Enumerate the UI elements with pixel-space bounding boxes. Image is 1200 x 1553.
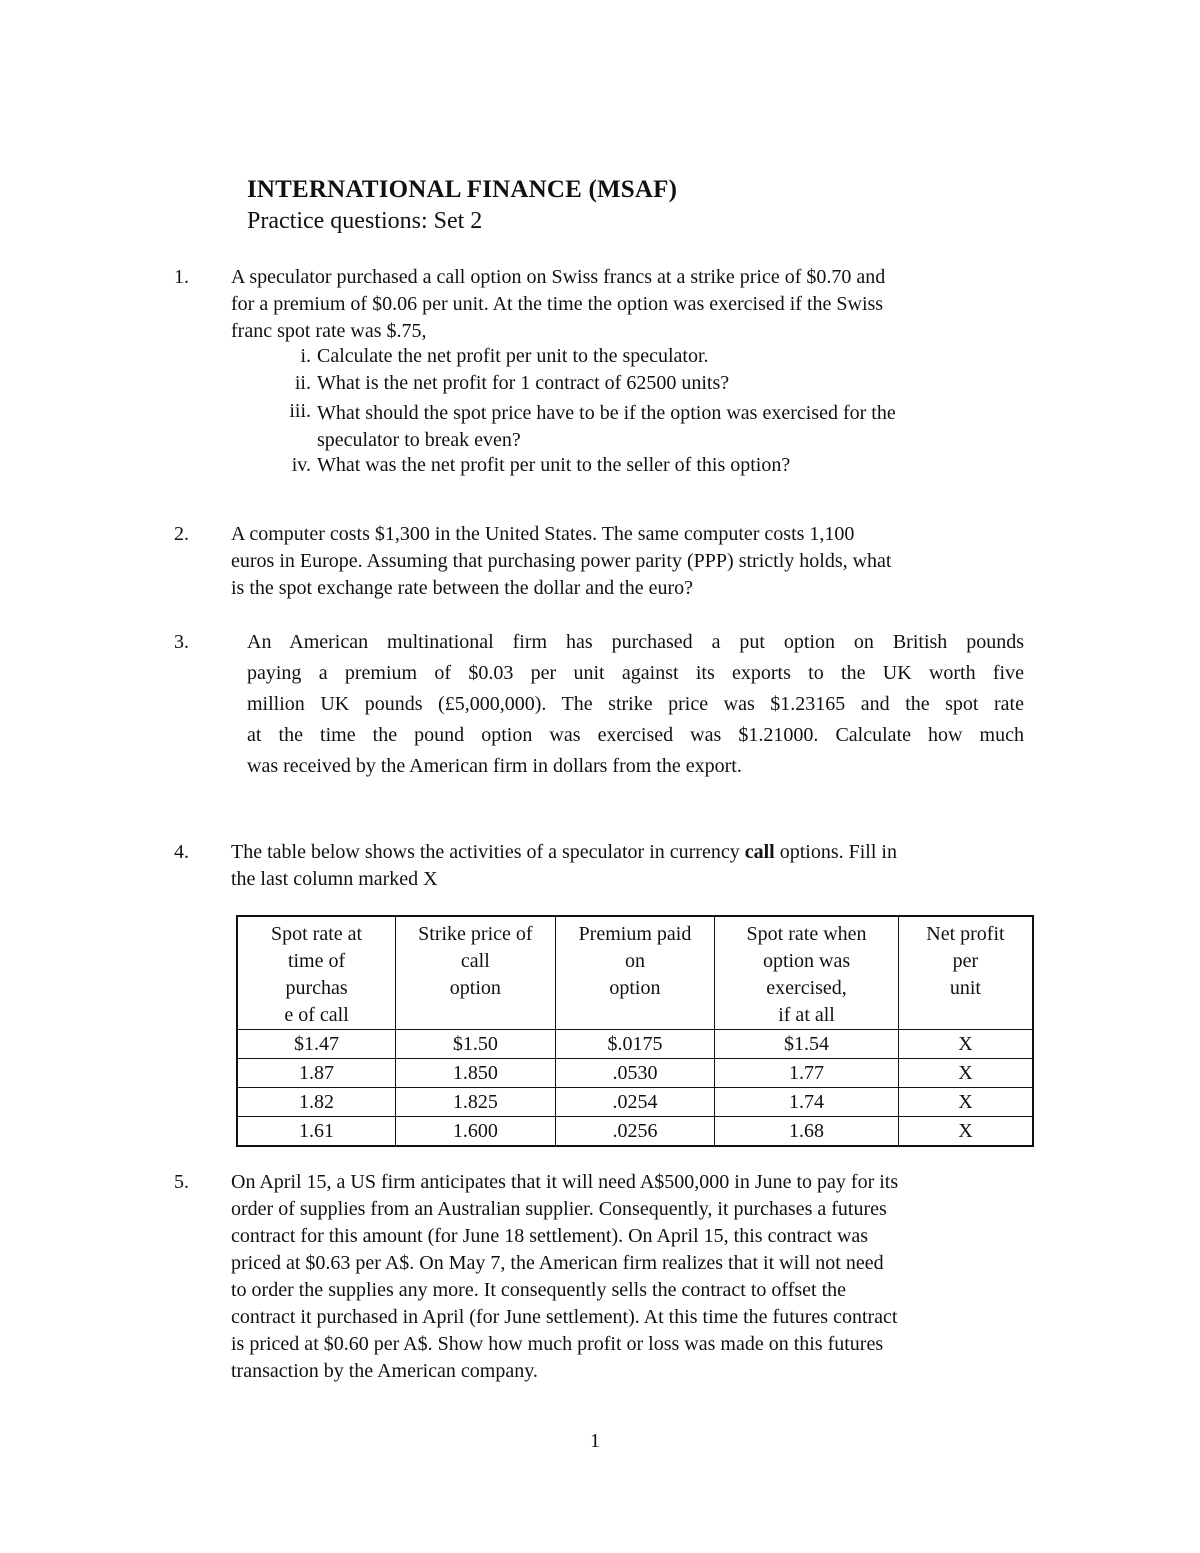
page-subtitle: Practice questions: Set 2 bbox=[247, 208, 483, 234]
table-cell: X bbox=[898, 1059, 1033, 1088]
table-cell: X bbox=[898, 1088, 1033, 1117]
table-cell: 1.600 bbox=[396, 1117, 556, 1147]
table-cell: .0254 bbox=[555, 1088, 715, 1117]
options-table bbox=[236, 915, 1034, 1147]
text-line: for a premium of $0.06 per unit. At the time the option was exercised if the Swiss bbox=[231, 293, 884, 315]
subquestion-label: iv. bbox=[291, 454, 311, 476]
text-line: contract it purchased in April (for June settlement). At this time the futures contract bbox=[231, 1306, 898, 1328]
emphasis-call: call bbox=[744, 841, 775, 863]
subquestion-label: ii. bbox=[294, 372, 311, 394]
text-line: paying a premium of $0.03 per unit against its exports to the UK worth five bbox=[247, 662, 1024, 684]
question-5-text bbox=[231, 1169, 898, 1385]
text-line: million UK pounds (£5,000,000). The strike price was $1.23165 and the spot rate bbox=[247, 693, 1024, 715]
table-row bbox=[237, 1059, 1033, 1088]
text-line: was received by the American firm in dollars from the export. bbox=[247, 755, 742, 777]
question-2-text bbox=[231, 521, 891, 602]
header-spot-rate-purchase: Spot rate at time of purchas e of call bbox=[237, 916, 396, 1030]
text-line: On April 15, a US firm anticipates that it will need A$500,000 in June to pay for its bbox=[231, 1171, 899, 1193]
text-line: What should the spot price have to be if the option was exercised for the bbox=[317, 402, 896, 424]
table-cell: $.0175 bbox=[555, 1030, 715, 1059]
question-2-number: 2. bbox=[174, 523, 189, 545]
text-line: A speculator purchased a call option on Swiss francs at a strike price of $0.70 and bbox=[231, 266, 886, 288]
table-cell: .0530 bbox=[555, 1059, 715, 1088]
subquestion-text: What was the net profit per unit to the seller of this option? bbox=[317, 454, 791, 476]
question-5-number: 5. bbox=[174, 1171, 189, 1193]
text-line: An American multinational firm has purchased a put option on British pounds bbox=[247, 631, 1024, 653]
text-line: order of supplies from an Australian supplier. Consequently, it purchases a futures bbox=[231, 1198, 887, 1220]
table-cell: 1.61 bbox=[237, 1117, 396, 1147]
header-net-profit: Net profit per unit bbox=[898, 916, 1033, 1030]
text-line: at the time the pound option was exercised was $1.21000. Calculate how much bbox=[247, 724, 1024, 746]
text-line: transaction by the American company. bbox=[231, 1360, 538, 1382]
text-line: A computer costs $1,300 in the United States. The same computer costs 1,100 bbox=[231, 523, 855, 545]
table-cell: 1.77 bbox=[715, 1059, 899, 1088]
text-line: franc spot rate was $.75, bbox=[231, 320, 427, 342]
table-cell: 1.87 bbox=[237, 1059, 396, 1088]
subquestion-label: i. bbox=[300, 345, 311, 367]
text-line: is the spot exchange rate between the dollar and the euro? bbox=[231, 577, 694, 599]
table-cell: .0256 bbox=[555, 1117, 715, 1147]
table-cell: X bbox=[898, 1117, 1033, 1147]
question-1-number: 1. bbox=[174, 266, 189, 288]
question-3-number: 3. bbox=[174, 631, 189, 653]
subquestion-text bbox=[317, 400, 896, 454]
table-cell: $1.54 bbox=[715, 1030, 899, 1059]
text-line: contract for this amount (for June 18 settlement). On April 15, this contract was bbox=[231, 1225, 869, 1247]
table-row bbox=[237, 1117, 1033, 1147]
header-premium-paid: Premium paid on option bbox=[555, 916, 715, 1030]
table-cell: 1.68 bbox=[715, 1117, 899, 1147]
text-line: priced at $0.63 per A$. On May 7, the American firm realizes that it will not need bbox=[231, 1252, 884, 1274]
table-cell: 1.74 bbox=[715, 1088, 899, 1117]
text-line: The table below shows the activities of a speculator in currency call options. Fill in bbox=[231, 841, 897, 863]
text-line: speculator to break even? bbox=[317, 429, 521, 451]
table-row bbox=[237, 1088, 1033, 1117]
text-line: is priced at $0.60 per A$. Show how much profit or loss was made on this futures bbox=[231, 1333, 884, 1355]
header-spot-rate-exercised: Spot rate when option was exercised, if at all bbox=[715, 916, 899, 1030]
table-cell: 1.825 bbox=[396, 1088, 556, 1117]
subquestion-label: iii. bbox=[289, 400, 311, 422]
subquestion-text: Calculate the net profit per unit to the speculator. bbox=[317, 345, 709, 367]
text-line: to order the supplies any more. It consequently sells the contract to offset the bbox=[231, 1279, 847, 1301]
table-cell: X bbox=[898, 1030, 1033, 1059]
text-line: the last column marked X bbox=[231, 868, 438, 890]
table-row bbox=[237, 1030, 1033, 1059]
table-cell: 1.82 bbox=[237, 1088, 396, 1117]
subquestion-text: What is the net profit for 1 contract of 62500 units? bbox=[317, 372, 730, 394]
question-4-text bbox=[231, 839, 897, 893]
header-strike-price: Strike price of call option bbox=[396, 916, 556, 1030]
question-1-text bbox=[231, 264, 885, 345]
text-line: euros in Europe. Assuming that purchasing power parity (PPP) strictly holds, what bbox=[231, 550, 892, 572]
page-title: INTERNATIONAL FINANCE (MSAF) bbox=[247, 176, 678, 203]
table-cell: 1.850 bbox=[396, 1059, 556, 1088]
table-cell: $1.50 bbox=[396, 1030, 556, 1059]
question-4-number: 4. bbox=[174, 841, 189, 863]
table-cell: $1.47 bbox=[237, 1030, 396, 1059]
page-number: 1 bbox=[590, 1430, 600, 1452]
question-3-text bbox=[247, 627, 1024, 782]
table-header-row bbox=[237, 916, 1033, 1030]
